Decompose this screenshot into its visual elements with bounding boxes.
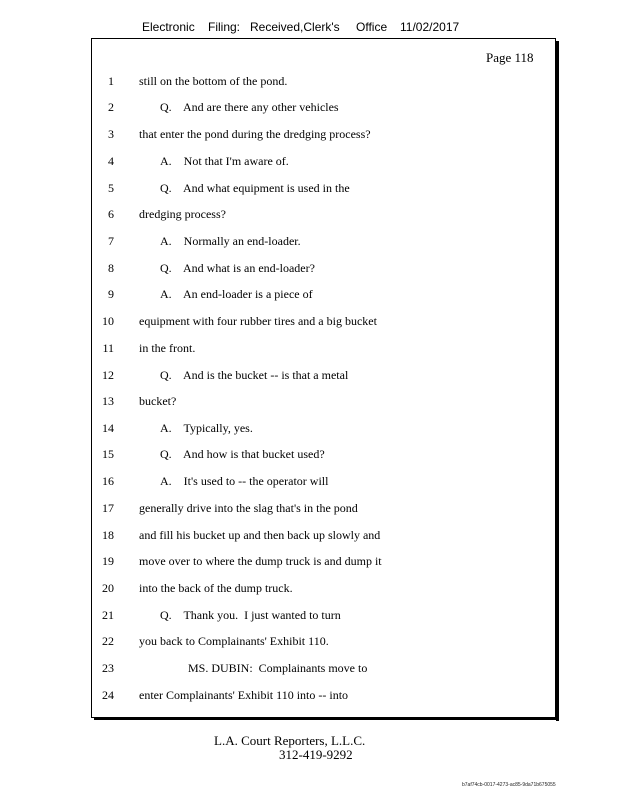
transcript-line	[0, 447, 618, 465]
line-number: 14	[102, 421, 114, 435]
transcript-line	[0, 341, 618, 359]
line-text: bucket?	[139, 394, 177, 408]
header-word-filing: Filing:	[208, 20, 241, 34]
line-text: MS. DUBIN: Complainants move to	[188, 661, 368, 675]
line-text: move over to where the dump truck is and dump it	[139, 554, 382, 568]
transcript-line	[0, 287, 618, 305]
line-number: 19	[102, 554, 114, 568]
transcript-line	[0, 154, 618, 172]
transcript-line	[0, 181, 618, 199]
line-number: 20	[102, 581, 114, 595]
document-id: b7af74cb-0017-4273-ac85-9da71b675055	[462, 782, 556, 788]
line-text: equipment with four rubber tires and a big bucket	[139, 314, 377, 328]
transcript-line	[0, 501, 618, 519]
line-number: 3	[108, 127, 114, 141]
line-text: Q. Thank you. I just wanted to turn	[160, 608, 341, 622]
line-text: A. Normally an end-loader.	[160, 234, 301, 248]
line-number: 16	[102, 474, 114, 488]
transcript-line	[0, 207, 618, 225]
line-text: Q. And is the bucket -- is that a metal	[160, 368, 349, 382]
transcript-line	[0, 581, 618, 599]
transcript-line	[0, 661, 618, 679]
line-text: still on the bottom of the pond.	[139, 74, 288, 88]
transcript-line	[0, 234, 618, 252]
line-text: dredging process?	[139, 207, 226, 221]
line-number: 10	[102, 314, 114, 328]
line-text: A. It's used to -- the operator will	[160, 474, 329, 488]
header-word-electronic: Electronic	[142, 20, 195, 34]
line-text: into the back of the dump truck.	[139, 581, 293, 595]
header-word-received: Received,Clerk's	[250, 20, 340, 34]
line-number: 1	[108, 74, 114, 88]
transcript-line	[0, 474, 618, 492]
line-text: and fill his bucket up and then back up slowly and	[139, 528, 381, 542]
line-number: 6	[108, 207, 114, 221]
line-number: 4	[108, 154, 114, 168]
line-text: you back to Complainants' Exhibit 110.	[139, 634, 329, 648]
line-number: 12	[102, 368, 114, 382]
transcript-line	[0, 554, 618, 572]
transcript-line	[0, 314, 618, 332]
line-text: A. Not that I'm aware of.	[160, 154, 289, 168]
line-number: 22	[102, 634, 114, 648]
transcript-line	[0, 368, 618, 386]
line-number: 18	[102, 528, 114, 542]
line-text: enter Complainants' Exhibit 110 into -- into	[139, 688, 349, 702]
transcript-line	[0, 100, 618, 118]
transcript-line	[0, 528, 618, 546]
transcript-line	[0, 394, 618, 412]
line-text: Q. And are there any other vehicles	[160, 100, 339, 114]
line-number: 23	[102, 661, 114, 675]
line-text: A. Typically, yes.	[160, 421, 253, 435]
page-number: Page 118	[486, 50, 534, 65]
line-number: 15	[102, 447, 114, 461]
line-text: that enter the pond during the dredging process?	[139, 127, 371, 141]
line-number: 9	[108, 287, 114, 301]
transcript-line	[0, 634, 618, 652]
header-word-office: Office	[356, 20, 388, 34]
line-number: 11	[102, 341, 114, 355]
reporter-company: L.A. Court Reporters, L.L.C.	[214, 733, 366, 748]
line-number: 5	[108, 181, 114, 195]
line-text: Q. And what equipment is used in the	[160, 181, 350, 195]
line-number: 2	[108, 100, 114, 114]
transcript-line	[0, 127, 618, 145]
line-number: 24	[102, 688, 114, 702]
line-text: generally drive into the slag that's in the pond	[139, 501, 358, 515]
line-text: in the front.	[139, 341, 196, 355]
header-date: 11/02/2017	[400, 20, 460, 34]
transcript-line	[0, 261, 618, 279]
line-number: 13	[102, 394, 114, 408]
transcript-line	[0, 608, 618, 626]
transcript-line	[0, 74, 618, 92]
line-number: 7	[108, 234, 114, 248]
line-text: Q. And how is that bucket used?	[160, 447, 325, 461]
reporter-phone: 312-419-9292	[279, 747, 353, 762]
line-number: 17	[102, 501, 114, 515]
line-text: A. An end-loader is a piece of	[160, 287, 313, 301]
line-number: 21	[102, 608, 114, 622]
transcript-line	[0, 421, 618, 439]
transcript-line	[0, 688, 618, 706]
line-number: 8	[108, 261, 114, 275]
line-text: Q. And what is an end-loader?	[160, 261, 315, 275]
